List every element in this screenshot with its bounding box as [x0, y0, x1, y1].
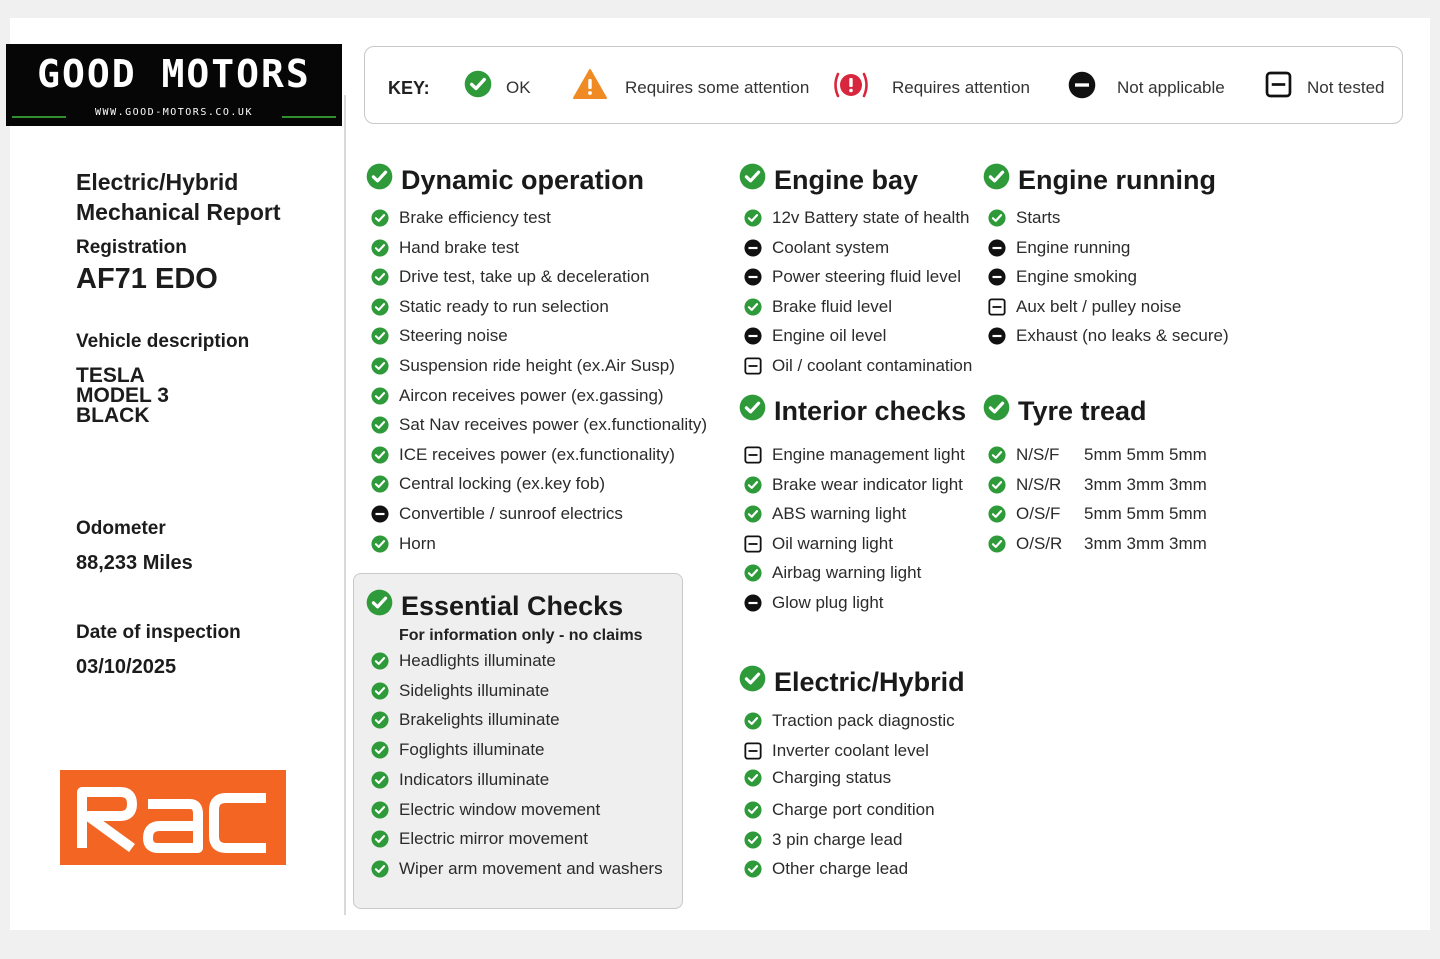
tyre-depths: 5mm 5mm 5mm	[1084, 445, 1207, 464]
section-title: Interior checks	[774, 395, 967, 426]
check-item	[371, 651, 556, 671]
check-item-label: Glow plug light	[772, 593, 884, 612]
vehicle-description-label: Vehicle description	[76, 331, 250, 352]
check-item	[744, 741, 929, 761]
check-item	[371, 859, 663, 879]
check-item-label: Foglights illuminate	[399, 740, 545, 759]
check-item	[371, 681, 549, 701]
check-item-label: Indicators illuminate	[399, 770, 550, 789]
ok-tick-icon	[744, 712, 762, 730]
ok-tick-icon	[988, 505, 1006, 523]
not-tested-icon	[1265, 71, 1292, 103]
check-item-label: Headlights illuminate	[399, 651, 556, 670]
check-item-label: Steering noise	[399, 326, 508, 345]
registration-value: AF71 EDO	[76, 263, 218, 295]
ok-tick-icon	[371, 652, 389, 670]
key-some-attention-text: Requires some attention	[625, 78, 810, 97]
check-item	[744, 326, 886, 346]
check-item	[988, 297, 1181, 317]
check-item-label: Charging status	[772, 768, 892, 787]
check-item	[988, 238, 1130, 258]
ok-tick-icon	[744, 298, 762, 316]
check-item-label: Brakelights illuminate	[399, 710, 560, 729]
section-essential-checks	[366, 589, 623, 623]
odometer-label: Odometer	[76, 518, 166, 539]
section-title: Dynamic operation	[401, 164, 645, 195]
ok-tick-icon	[371, 830, 389, 848]
ok-tick-icon	[464, 70, 492, 103]
check-item-label: Engine running	[1016, 238, 1131, 257]
tyre-position: N/S/F	[1016, 445, 1060, 464]
ok-tick-icon	[371, 416, 389, 434]
tyre-row	[988, 534, 1207, 554]
check-item	[744, 475, 963, 495]
check-item	[371, 238, 519, 258]
logo-title: GOOD MOTORS	[37, 52, 311, 96]
tyre-position: O/S/F	[1016, 504, 1061, 523]
check-item-label: Brake efficiency test	[399, 208, 551, 227]
ok-tick-icon	[371, 860, 389, 878]
check-item	[371, 415, 707, 435]
check-item-label: Engine oil level	[772, 326, 887, 345]
ok-tick-icon	[744, 476, 762, 494]
not-tested-icon	[744, 357, 762, 375]
ok-tick-icon	[371, 209, 389, 227]
check-item	[988, 267, 1137, 287]
essential-checks-subtitle: For information only - no claims	[399, 627, 643, 644]
ok-tick-icon	[988, 209, 1006, 227]
rac-logo	[60, 770, 286, 865]
not-tested-icon	[744, 446, 762, 464]
check-item	[988, 208, 1060, 228]
not-applicable-icon	[1068, 71, 1096, 104]
check-item	[371, 356, 675, 376]
ok-tick-icon	[988, 476, 1006, 494]
section-ok-icon	[983, 394, 1010, 428]
check-item-label: Traction pack diagnostic	[772, 711, 955, 730]
ok-tick-icon	[988, 535, 1006, 553]
check-item	[744, 800, 935, 820]
ok-tick-icon	[371, 357, 389, 375]
check-item-label: ICE receives power (ex.functionality)	[399, 445, 675, 464]
check-item	[744, 563, 921, 583]
ok-tick-icon	[744, 860, 762, 878]
ok-tick-icon	[371, 475, 389, 493]
report-title-line2: Mechanical Report	[76, 199, 281, 225]
tyre-row	[988, 504, 1207, 524]
report-title	[76, 167, 281, 227]
ok-tick-icon	[371, 741, 389, 759]
check-item-label: Electric window movement	[399, 800, 601, 819]
check-item	[744, 859, 908, 879]
check-item-label: Static ready to run selection	[399, 297, 609, 316]
check-item	[988, 326, 1229, 346]
check-item-label: Brake wear indicator light	[772, 475, 963, 494]
check-item	[744, 297, 892, 317]
not-applicable-icon	[988, 327, 1006, 345]
check-item	[744, 534, 893, 554]
check-item	[371, 504, 623, 524]
vehicle-model: MODEL 3	[76, 384, 169, 407]
section-engine-running	[983, 163, 1216, 197]
check-item-label: Starts	[1016, 208, 1061, 227]
check-item	[744, 267, 961, 287]
check-item	[371, 710, 560, 730]
check-item-label: Hand brake test	[399, 238, 520, 257]
ok-tick-icon	[371, 535, 389, 553]
check-item-label: Inverter coolant level	[772, 741, 929, 760]
section-title: Engine running	[1018, 164, 1216, 195]
check-item-label: Convertible / sunroof electrics	[399, 504, 623, 523]
section-ok-icon	[739, 394, 766, 428]
section-dynamic-operation	[366, 163, 644, 197]
ok-tick-icon	[988, 446, 1006, 464]
not-applicable-icon	[744, 594, 762, 612]
check-item-label: Charge port condition	[772, 800, 935, 819]
check-item	[744, 768, 891, 788]
section-ok-icon	[366, 589, 393, 623]
key-attention-text: Requires attention	[892, 78, 1030, 97]
ok-tick-icon	[371, 801, 389, 819]
check-item-label: Electric mirror movement	[399, 829, 588, 848]
check-item	[371, 740, 545, 760]
check-item-label: Wiper arm movement and washers	[399, 859, 663, 878]
tyre-row	[988, 475, 1207, 495]
section-title: Engine bay	[774, 164, 919, 195]
check-item-label: Power steering fluid level	[772, 267, 961, 286]
check-item	[744, 238, 889, 258]
tyre-depths: 3mm 3mm 3mm	[1084, 534, 1207, 553]
section-ok-icon	[739, 665, 766, 699]
check-item	[371, 326, 508, 346]
ok-tick-icon	[371, 387, 389, 405]
ok-tick-icon	[371, 268, 389, 286]
good-motors-logo	[6, 44, 342, 126]
check-item	[744, 356, 972, 376]
not-tested-icon	[988, 298, 1006, 316]
check-item-label: 3 pin charge lead	[772, 830, 903, 849]
key-ok-text: OK	[506, 78, 531, 97]
odometer-value: 88,233 Miles	[76, 552, 193, 574]
check-item-label: Aircon receives power (ex.gassing)	[399, 386, 664, 405]
registration-label: Registration	[76, 237, 187, 258]
check-item-label: Engine management light	[772, 445, 965, 464]
check-item	[371, 386, 664, 406]
ok-tick-icon	[371, 298, 389, 316]
check-item	[371, 770, 549, 790]
vehicle-make: TESLA	[76, 364, 145, 387]
not-applicable-icon	[988, 239, 1006, 257]
check-item-label: Drive test, take up & deceleration	[399, 267, 650, 286]
check-item-label: ABS warning light	[772, 504, 907, 523]
check-item	[744, 593, 884, 613]
tyre-depths: 5mm 5mm 5mm	[1084, 504, 1207, 523]
inspection-date-label: Date of inspection	[76, 622, 241, 643]
logo-url: WWW.GOOD-MOTORS.CO.UK	[66, 107, 282, 118]
ok-tick-icon	[744, 801, 762, 819]
ok-tick-icon	[371, 771, 389, 789]
tyre-position: N/S/R	[1016, 475, 1062, 494]
ok-tick-icon	[744, 564, 762, 582]
check-item	[371, 267, 649, 287]
check-item-label: Oil warning light	[772, 534, 893, 553]
not-tested-icon	[744, 535, 762, 553]
ok-tick-icon	[371, 682, 389, 700]
check-item	[371, 445, 675, 465]
check-item-label: Aux belt / pulley noise	[1016, 297, 1182, 316]
ok-tick-icon	[744, 831, 762, 849]
section-ok-icon	[366, 163, 393, 197]
key-label: KEY:	[388, 78, 430, 98]
section-tyre-tread	[983, 394, 1147, 428]
ok-tick-icon	[371, 711, 389, 729]
not-applicable-icon	[988, 268, 1006, 286]
not-applicable-icon	[744, 239, 762, 257]
check-item	[744, 504, 906, 524]
key-not-tested-text: Not tested	[1307, 78, 1385, 97]
section-title: Electric/Hybrid	[774, 666, 965, 697]
check-item	[744, 208, 970, 228]
ok-tick-icon	[744, 769, 762, 787]
check-item-label: Sidelights illuminate	[399, 681, 550, 700]
check-item	[744, 445, 965, 465]
not-tested-icon	[744, 742, 762, 760]
vehicle-colour: BLACK	[76, 404, 150, 427]
check-item	[371, 800, 600, 820]
check-item-label: Coolant system	[772, 238, 890, 257]
check-item	[744, 830, 902, 850]
report-title-line1: Electric/Hybrid	[76, 169, 239, 195]
vehicle-description	[76, 366, 169, 426]
tyre-position: O/S/R	[1016, 534, 1063, 553]
ok-tick-icon	[744, 209, 762, 227]
key-not-applicable-text: Not applicable	[1117, 78, 1225, 97]
section-title: Essential Checks	[401, 590, 624, 621]
check-item-label: Engine smoking	[1016, 267, 1137, 286]
not-applicable-icon	[371, 505, 389, 523]
check-item-label: Airbag warning light	[772, 563, 922, 582]
ok-tick-icon	[371, 446, 389, 464]
section-engine-bay	[739, 163, 918, 197]
check-item	[371, 297, 609, 317]
section-electric-hybrid	[739, 665, 965, 699]
vertical-divider	[344, 95, 346, 915]
check-item	[371, 829, 588, 849]
ok-tick-icon	[371, 239, 389, 257]
check-item-label: 12v Battery state of health	[772, 208, 970, 227]
section-ok-icon	[983, 163, 1010, 197]
check-item-label: Suspension ride height (ex.Air Susp)	[399, 356, 675, 375]
check-item	[371, 208, 551, 228]
check-item-label: Brake fluid level	[772, 297, 893, 316]
attention-alert-icon	[832, 70, 870, 105]
inspection-date-value: 03/10/2025	[76, 656, 177, 678]
ok-tick-icon	[371, 327, 389, 345]
warning-triangle-icon	[572, 68, 608, 105]
check-item-label: Horn	[399, 534, 436, 553]
section-title: Tyre tread	[1018, 395, 1147, 426]
not-applicable-icon	[744, 268, 762, 286]
check-item-label: Exhaust (no leaks & secure)	[1016, 326, 1229, 345]
tyre-depths: 3mm 3mm 3mm	[1084, 475, 1207, 494]
check-item-label: Oil / coolant contamination	[772, 356, 973, 375]
check-item	[371, 474, 605, 494]
rac-logo-mark	[60, 770, 286, 865]
check-item	[744, 711, 955, 731]
check-item-label: Other charge lead	[772, 859, 909, 878]
section-ok-icon	[739, 163, 766, 197]
not-applicable-icon	[744, 327, 762, 345]
check-item-label: Sat Nav receives power (ex.functionality)	[399, 415, 708, 434]
check-item	[371, 534, 436, 554]
tyre-row	[988, 445, 1207, 465]
section-interior-checks	[739, 394, 966, 428]
ok-tick-icon	[744, 505, 762, 523]
check-item-label: Central locking (ex.key fob)	[399, 474, 605, 493]
